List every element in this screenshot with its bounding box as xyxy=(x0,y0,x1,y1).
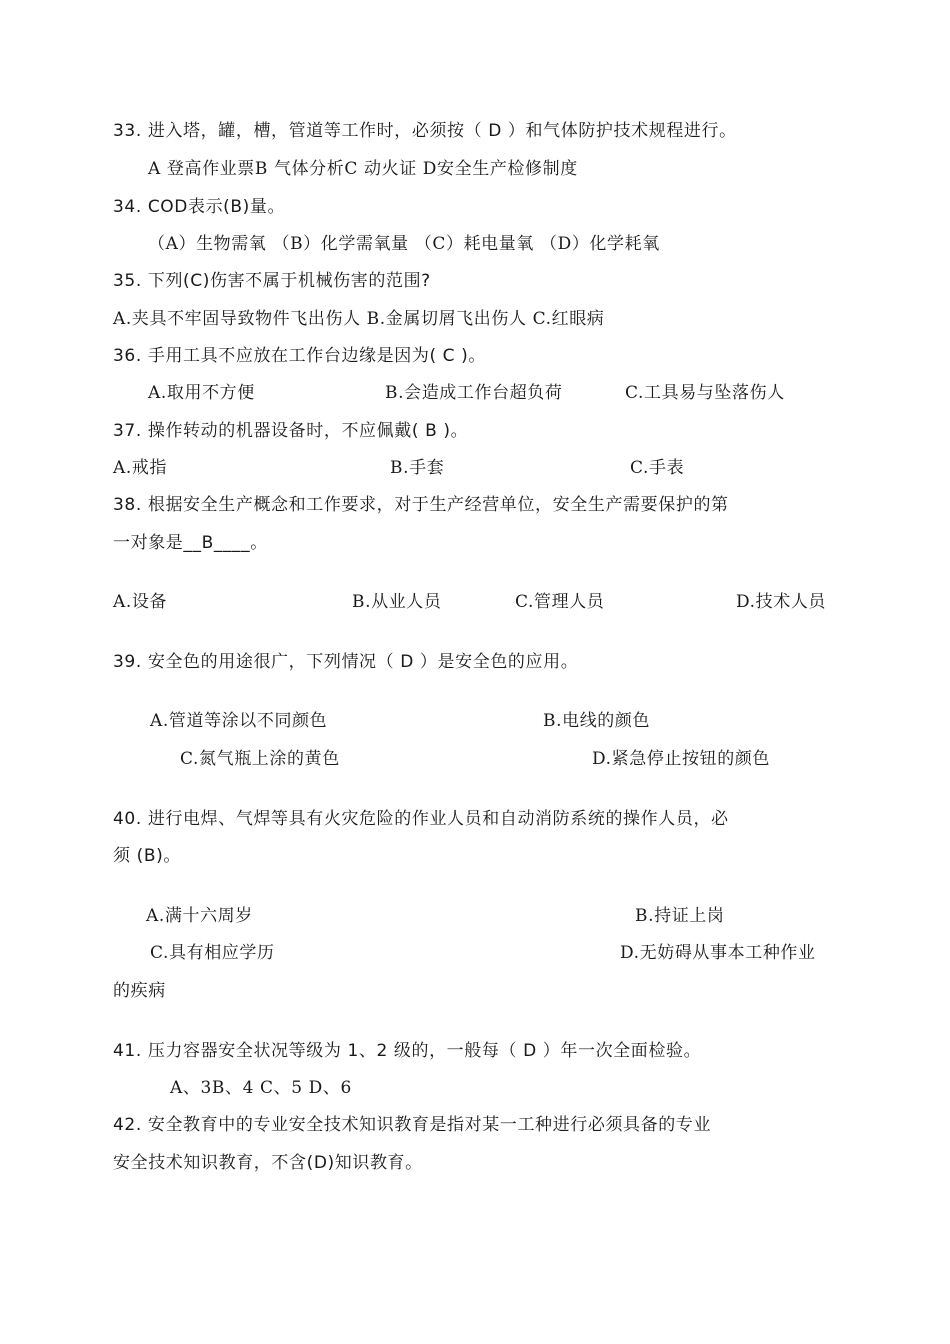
question-39-option-a: A.管道等涂以不同颜色 xyxy=(150,711,328,731)
question-40-stem-line1: 40. 进行电焊、气焊等具有火灾危险的作业人员和自动消防系统的操作人员，必 xyxy=(113,809,729,829)
question-35-options: A.夹具不牢固导致物件飞出伤人 B.金属切屑飞出伤人 C.红眼病 xyxy=(113,309,605,329)
question-38-option-b: B.从业人员 xyxy=(352,592,442,612)
question-34-stem: 34. COD表示(B)量。 xyxy=(113,197,286,217)
question-42-stem-line1: 42. 安全教育中的专业安全技术知识教育是指对某一工种进行必须具备的专业 xyxy=(113,1115,712,1135)
question-40-option-c: C.具有相应学历 xyxy=(150,943,275,963)
question-39-option-c: C.氮气瓶上涂的黄色 xyxy=(180,749,340,769)
question-35-stem: 35. 下列(C)伤害不属于机械伤害的范围? xyxy=(113,271,431,291)
question-38-option-d: D.技术人员 xyxy=(736,592,827,612)
question-39-option-d: D.紧急停止按钮的颜色 xyxy=(592,749,771,769)
question-40-stem-line2: 须 (B)。 xyxy=(113,846,181,866)
question-40-option-b: B.持证上岗 xyxy=(635,906,725,926)
question-36-stem: 36. 手用工具不应放在工作台边缘是因为( C )。 xyxy=(113,346,486,366)
question-37-stem: 37. 操作转动的机器设备时，不应佩戴( B )。 xyxy=(113,421,469,441)
question-42-stem-line2: 安全技术知识教育，不含(D)知识教育。 xyxy=(113,1153,423,1173)
question-37-option-b: B.手套 xyxy=(390,458,445,478)
question-40-option-a: A.满十六周岁 xyxy=(146,906,253,926)
question-41-options: A、3B、4 C、5 D、6 xyxy=(170,1078,352,1098)
question-33-stem: 33. 进入塔，罐，槽，管道等工作时，必须按（ D ）和气体防护技术规程进行。 xyxy=(113,121,737,141)
question-34-options: （A）生物需氧 （B）化学需氧量 （C）耗电量氧 （D）化学耗氧 xyxy=(148,234,660,254)
question-38-option-c: C.管理人员 xyxy=(515,592,605,612)
question-40-option-d-continued: 的疾病 xyxy=(113,981,166,1001)
question-39-stem: 39. 安全色的用途很广，下列情况（ D ）是安全色的应用。 xyxy=(113,652,579,672)
question-37-option-c: C.手表 xyxy=(630,458,685,478)
question-39-option-b: B.电线的颜色 xyxy=(543,711,651,731)
question-38-stem-line1: 38. 根据安全生产概念和工作要求，对于生产经营单位，安全生产需要保护的第 xyxy=(113,495,729,515)
question-40-option-d: D.无妨碍从事本工种作业 xyxy=(620,943,816,963)
question-36-option-a: A.取用不方便 xyxy=(148,383,255,403)
question-41-stem: 41. 压力容器安全状况等级为 1、2 级的，一般每（ D ）年一次全面检验。 xyxy=(113,1041,702,1061)
question-36-option-b: B.会造成工作台超负荷 xyxy=(385,383,563,403)
question-37-option-a: A.戒指 xyxy=(113,458,168,478)
question-38-stem-line2: 一对象是__B____。 xyxy=(113,533,268,553)
question-33-options: A 登高作业票B 气体分析C 动火证 D安全生产检修制度 xyxy=(148,159,578,179)
question-38-option-a: A.设备 xyxy=(113,592,168,612)
question-36-option-c: C.工具易与坠落伤人 xyxy=(625,383,785,403)
